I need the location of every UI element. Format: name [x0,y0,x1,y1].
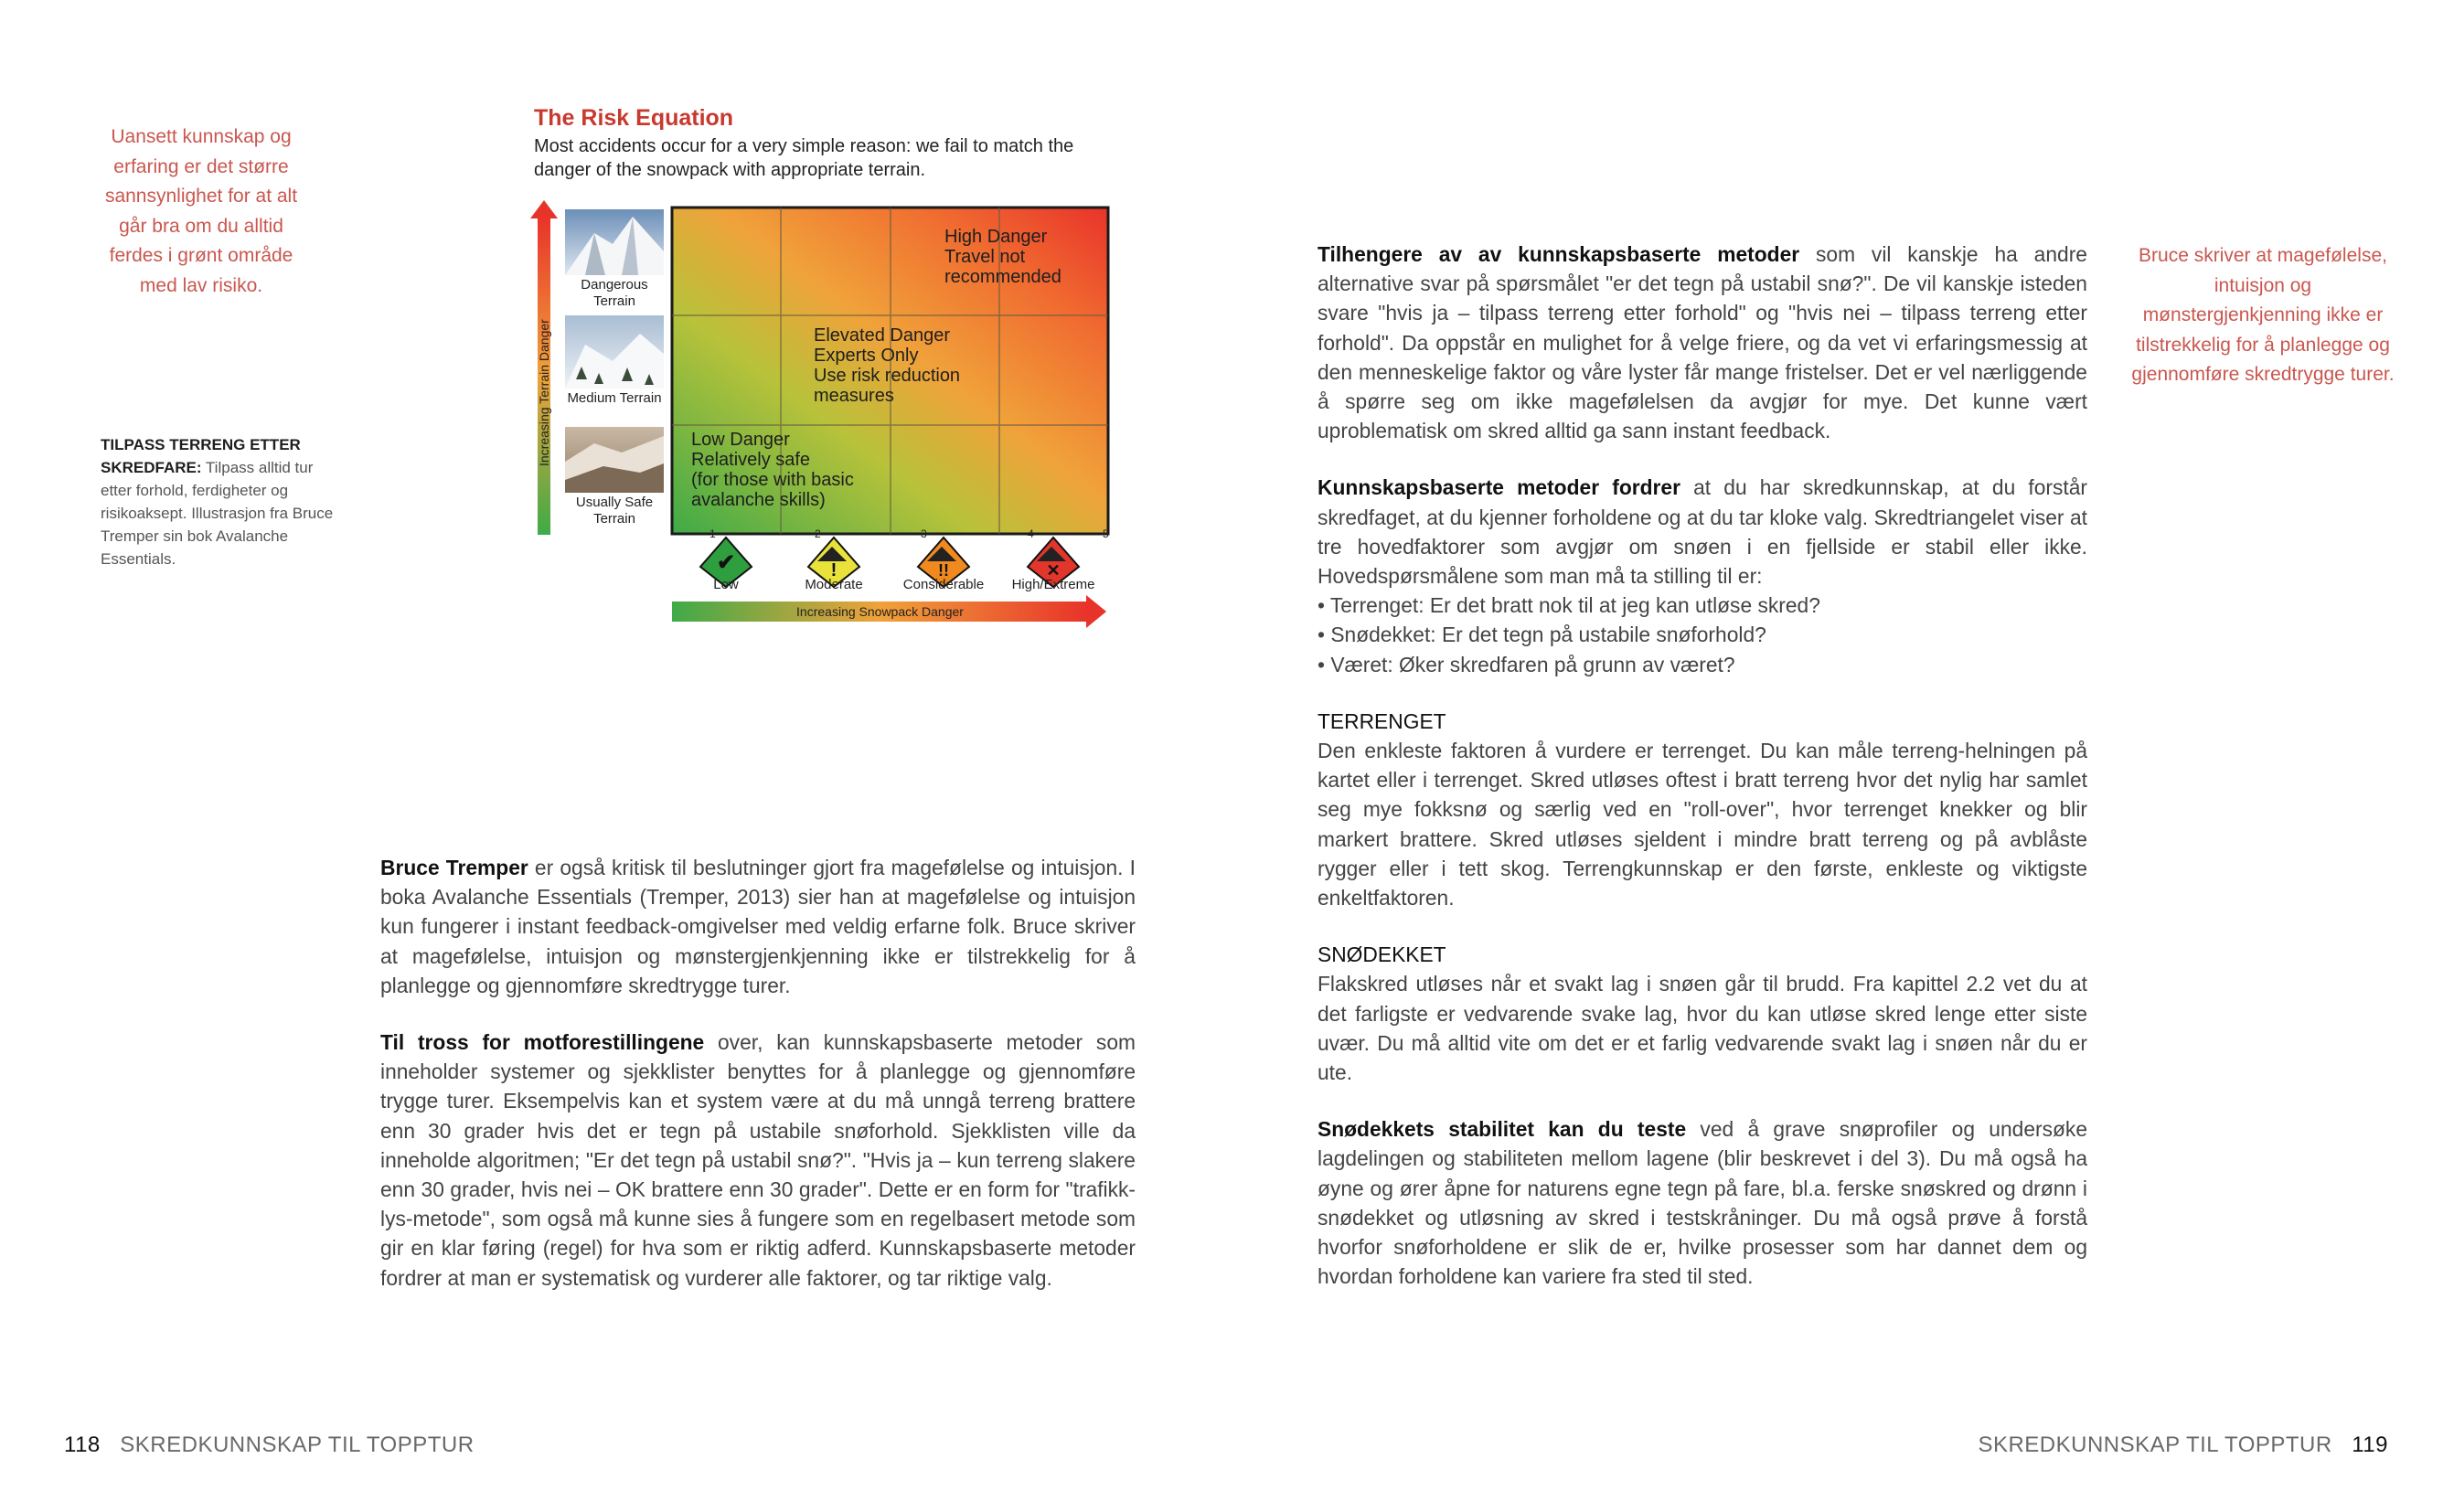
level-label-low: Low [713,577,739,592]
left-body-text [380,853,1136,1320]
svg-text:!: ! [830,560,837,580]
paragraph-lead: Kunnskapsbaserte metoder fordrer [1318,475,1680,500]
section-heading: TERRENGET [1318,708,1446,733]
section-snodekket [1318,940,2087,1087]
level-number-5: 5 [1103,527,1109,540]
level-label-considerable: Considerable [902,577,985,592]
page-number: 118 [64,1432,101,1457]
right-body-text [1318,240,2087,1319]
level-number-2: 2 [815,527,821,540]
level-label-high-extreme: High/Extreme [1011,577,1095,592]
paragraph [380,1028,1136,1293]
figure-subtitle: Most accidents occur for a very simple reason: we fail to match the danger of the snowpack with appropriate terrain. [534,136,1074,180]
paragraph-text: som vil kanskje ha andre alternative svar på spørsmålet "er det tegn på ustabil snø?". De vil kanskje isteden svare "hvis ja – tilpass terreng etter forhold" og "hvis nei – tilpass terreng etter forhold". Da oppstår en mulighet for å velge friere, og da vet vi erfaringsmessig at den menneskelige faktor og våre lyster får mange fristelser. Det er vel nærliggende å spørre seg om ikke magefølelsen da avgjør for mye. Det kunne vært uproblematisk om skred alltid ga sann instant feedback. [1318,242,2087,443]
risk-equation-figure [530,105,1115,631]
terrain-label-safe: Usually Safe Terrain [575,495,654,527]
paragraph [1318,240,2087,445]
level-number-4: 4 [1028,527,1034,540]
level-number-3: 3 [921,527,927,540]
zone-high-danger: High Danger Travel not recommended [944,227,1061,287]
paragraph [380,853,1136,1000]
running-title: SKREDKUNNSKAP TIL TOPPTUR [1978,1432,2332,1457]
paragraph-lead: Til tross for motforestillingene [380,1030,705,1055]
level-label-moderate: Moderate [805,577,863,592]
section-heading: SNØDEKKET [1318,942,1446,967]
paragraph-text: over, kan kunnskapsbaserte metoder som inneholder systemer og sjekklister benyttes for å planlegge og gjennomføre trygge turer. Eksempelvis kan et system være at du må unngå terreng brattere enn 30 grader hvis det er tegn på ustabile snøforhold. Sjekklisten ville da inneholde algoritmen; "Er det tegn på ustabil snø?". "Hvis ja – kun terreng slakere enn 30 grader, hvis nei – OK brattere enn 30 grader". Dette er en form for "trafikk-lys-metode", som også må kunne sies å fungere som en regelbasert metode som gir en klar føring (regel) for hva som er riktig adferd. Kunnskapsbaserte metoder fordrer at man er systematisk og vurderer alle faktorer, og tar riktige valg. [380,1030,1136,1290]
page-number: 119 [2352,1432,2388,1457]
paragraph-text: er også kritisk til beslutninger gjort fra magefølelse og intuisjon. I boka Avalanche Essentials (Tremper, 2013) sier han at magefølelse og intuisjon kun fungerer i instant feedback-omgivelser med veldig erfarne folk. Bruce skriver at magefølelse, intuisjon og mønstergjenkjenning ikke er tilstrekkelig for å planlegge og gjennomføre skredtrygge turer. [380,856,1136,997]
running-title: SKREDKUNNSKAP TIL TOPPTUR [120,1432,475,1457]
svg-text:!!: !! [938,561,949,580]
bullet-item: • Været: Øker skredfaren på grunn av været? [1318,652,1735,676]
bullet-item: • Snødekket: Er det tegn på ustabile snøforhold? [1318,623,1766,647]
svg-text:✔: ✔ [716,550,736,575]
zone-low-danger: Low Danger Relatively safe (for those with basic avalanche skills) [691,430,854,510]
figure-caption [101,433,340,570]
paragraph-lead: Tilhengere av av kunnskapsbaserte metoder [1318,242,1800,266]
pull-quote-right: Bruce skriver at magefølelse, intuisjon og mønstergjenkjenning ikke er tilstrekkelig for å planlegge og gjennomføre skredtrygge turer. [2131,245,2395,385]
dangerous-terrain-image [565,209,664,275]
paragraph-text: ved å grave snøprofiler og undersøke lagdelingen og stabiliteten mellom lagene (blir beskrevet i del 3). Du må også ha øyne og ører åpne for naturens egne tegn på fare, bl.a. ferske snøskred og drønn i snødekket og utløsning av skred i testskråninger. Du må også prøve å forstå hvorfor snøforholdene er slik de er, hvilke prosesser som har dannet dem og hvordan forholdene kan variere fra sted til sted. [1318,1117,2088,1289]
section-text: Flakskred utløses når et svakt lag i snøen går til brudd. Fra kapittel 2.2 vet du at det farligste er vedvarende svake lag, hvor du kan utløse skred lenge etter siste uvær. Du må alltid vite om det er et farlig vedvarende svakt lag i snøen når du er ute. [1318,972,2087,1085]
paragraph-lead: Snødekkets stabilitet kan du teste [1318,1117,1687,1142]
medium-terrain-image [565,315,664,389]
paragraph [1318,1114,2087,1291]
paragraph [1318,473,2087,678]
zone-elevated-danger: Elevated Danger Experts Only Use risk reduction measures [814,325,961,406]
terrain-label-dangerous: Dangerous Terrain [581,277,648,309]
figure-title: The Risk Equation [534,105,734,131]
usually-safe-terrain-image [565,427,664,493]
y-axis-label: Increasing Terrain Danger [537,319,551,466]
level-number-1: 1 [709,527,716,540]
x-axis-label: Increasing Snowpack Danger [796,604,964,619]
svg-text:✕: ✕ [1046,561,1061,580]
section-terrenget [1318,707,2087,912]
terrain-label-medium: Medium Terrain [567,390,662,406]
paragraph-lead: Bruce Tremper [380,856,528,879]
paragraph-text: at du har skredkunnskap, at du forstår skredfaget, at du kjenner forholdene og at du tar kloke valg. Skredtriangelet viser at tre hovedfaktorer som avgjør om snøen i en fjellside er stabil eller ikke. Hovedspørsmålene som man må ta stilling til er: [1318,475,2088,589]
pull-quote-left: Uansett kunnskap og erfaring er det større sannsynlighet for at alt går bra om du alltid ferdes i grønt område med lav risiko. [104,126,298,296]
bullet-item: • Terrenget: Er det bratt nok til at jeg kan utløse skred? [1318,593,1820,618]
section-text: Den enkleste faktoren å vurdere er terrenget. Du kan måle terreng-helningen på kartet eller i terrenget. Skred utløses oftest i bratt terreng hvor det nylig har samlet seg mye fokksnø og særlig ved en "roll-over", hvor terrenget knekker og blir markert brattere. Skred utløses sjeldent i mindre bratt terreng og på avblåste rygger eller i tett skog. Terrengkunnskap er den første, enkleste og viktigste enkeltfaktoren. [1318,739,2087,910]
caption-text: Tilpass alltid tur etter forhold, ferdigheter og risikoaksept. Illustrasjon fra Bruce Tremper sin bok Avalanche Essentials. [101,459,334,568]
footer-left [64,1432,475,1458]
footer-right [1978,1432,2388,1458]
caption-heading: TILPASS TERRENG ETTER SKREDFARE: [101,436,301,476]
